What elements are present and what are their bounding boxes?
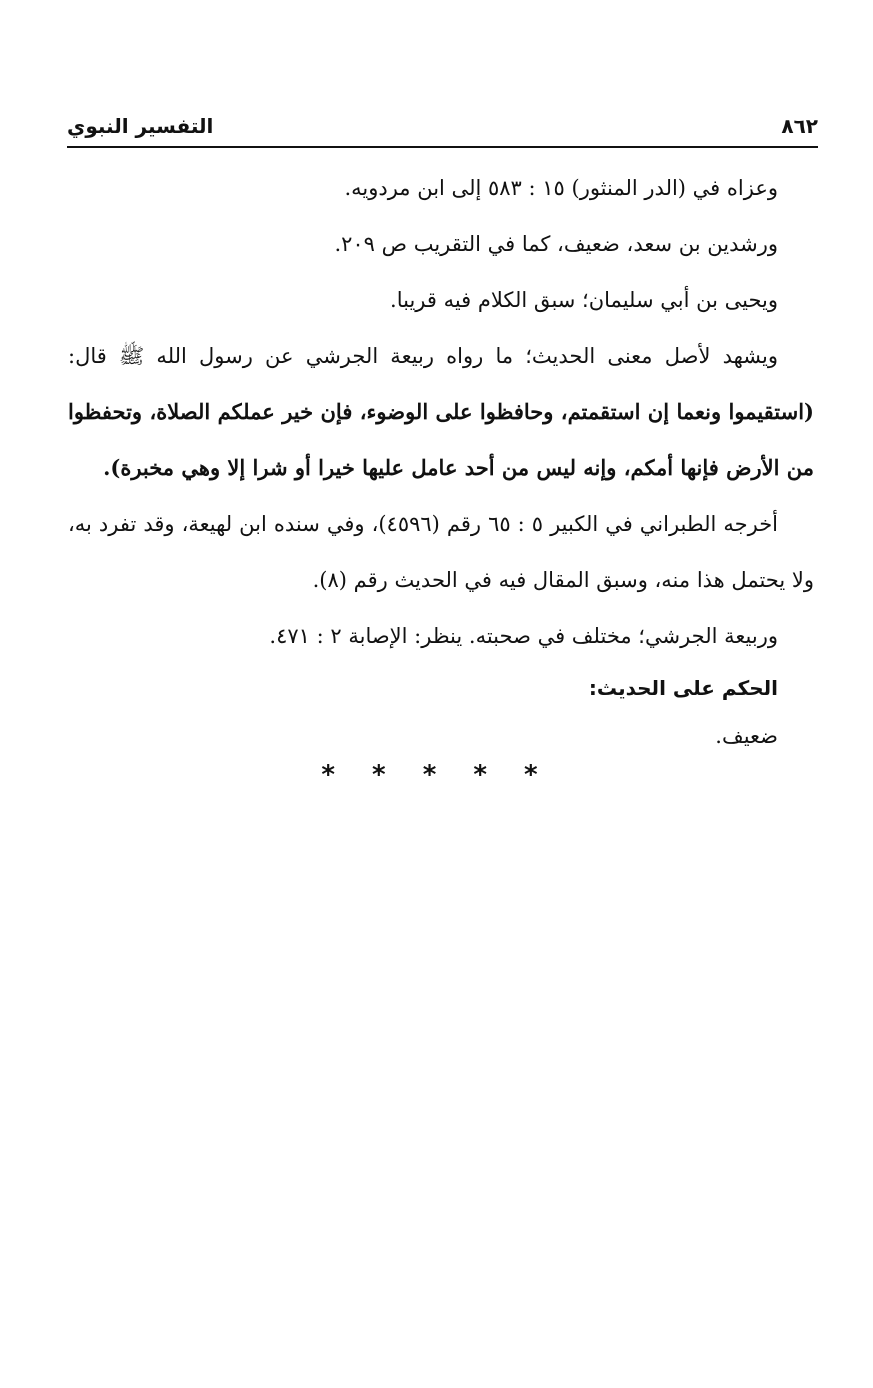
paragraph-line: ورشدين بن سعد، ضعيف، كما في التقريب ص ٢٠٩. xyxy=(334,232,778,256)
paragraph-line: ويشهد لأصل معنى الحديث؛ ما رواه ربيعة الجرشي عن رسول الله ﷺ قال: xyxy=(68,344,778,368)
hadith-quote-line: من الأرض فإنها أمكم، وإنه ليس من أحد عامل عليها خيرا أو شرا إلا وهي مخبرة). xyxy=(103,455,814,480)
paragraph-line: أخرجه الطبراني في الكبير ٥ : ٦٥ رقم (٤٥٩٦)، وفي سنده ابن لهيعة، وقد تفرد به، xyxy=(68,512,779,536)
header-divider xyxy=(67,146,818,148)
hadith-quote-line: (استقيموا ونعما إن استقمتم، وحافظوا على الوضوء، فإن خير عملكم الصلاة، وتحفظوا xyxy=(68,399,814,424)
ruling-verdict: ضعيف. xyxy=(715,724,778,748)
paragraph-line: وعزاه في (الدر المنثور) ١٥ : ٥٨٣ إلى ابن مردويه. xyxy=(344,176,778,200)
paragraph-line: ولا يحتمل هذا منه، وسبق المقال فيه في الحديث رقم (٨). xyxy=(312,568,814,592)
ruling-heading: الحكم على الحديث: xyxy=(588,676,778,700)
section-separator: * * * * * xyxy=(321,760,552,790)
paragraph-line: وربيعة الجرشي؛ مختلف في صحبته. ينظر: الإصابة ٢ : ٤٧١. xyxy=(269,624,778,648)
running-header-title: التفسير النبوي xyxy=(67,114,214,138)
running-header xyxy=(67,112,818,148)
body-text xyxy=(68,160,814,760)
page-number: ٨٦٢ xyxy=(781,114,818,138)
paragraph-line: ويحيى بن أبي سليمان؛ سبق الكلام فيه قريبا. xyxy=(390,288,778,312)
